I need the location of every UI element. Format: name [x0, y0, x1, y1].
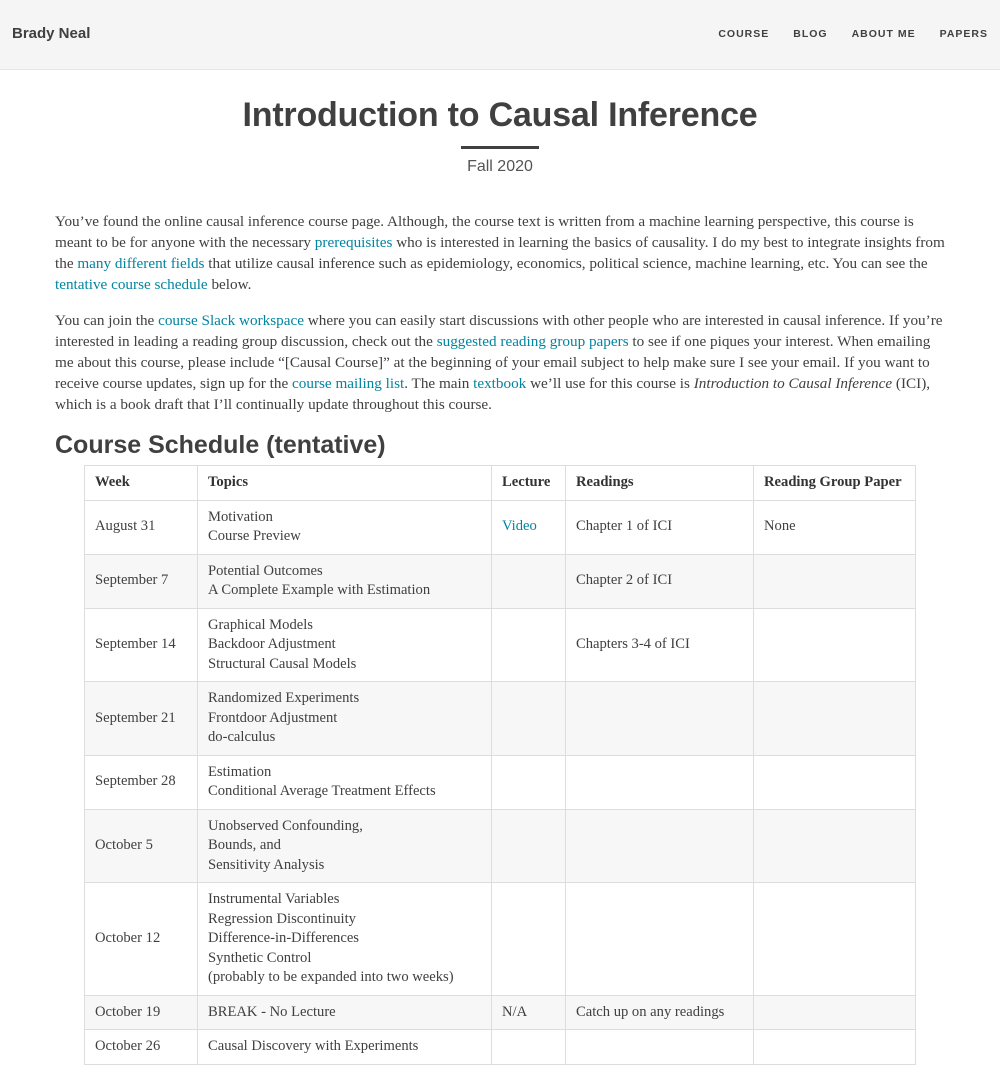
table-row: [85, 1030, 916, 1065]
topic-line: (probably to be expanded into two weeks): [208, 969, 454, 985]
text-span: You’ve found the online causal inference course page. Although, the course text is written from a machine learning perspective, this course is meant to be for anyone with the necessary: [55, 213, 914, 251]
topic-line: Bounds, and: [208, 837, 281, 853]
topic-line: Frontdoor Adjustment: [208, 709, 338, 726]
readings-cell: [566, 883, 754, 996]
topic-line: Difference-in-Differences: [208, 930, 359, 946]
lecture-cell: N/A: [492, 995, 566, 1030]
reading-group-paper-cell: [754, 755, 916, 809]
text-span: . The main: [404, 375, 474, 392]
week-cell: October 12: [85, 883, 198, 996]
main-content: [55, 211, 950, 460]
text-span: where you can easily start discussions with other people who are interested in causal inference. If you’re interested in leading a reading group discussion, check out the: [55, 312, 943, 350]
table-row: [85, 554, 916, 608]
week-cell: October 26: [85, 1030, 198, 1065]
week-cell: September 14: [85, 608, 198, 682]
lecture-cell: [492, 755, 566, 809]
topic-line: Randomized Experiments: [208, 690, 360, 706]
col-header-readings: Readings: [566, 466, 754, 501]
table-row: [85, 755, 916, 809]
lecture-cell: [492, 809, 566, 883]
col-header-topics: Topics: [198, 466, 492, 501]
readings-cell: [566, 809, 754, 883]
topics-cell: [198, 995, 492, 1030]
prerequisites-link[interactable]: prerequisites: [314, 234, 393, 251]
text-span: to see if one piques your interest. When emailing me about this course, please include “[Causal Course]” at the beginning of your email subject to help make sure I see your email. If you want to receive course updates, sign up for the: [55, 333, 931, 392]
topics-cell: [198, 809, 492, 883]
brand-link[interactable]: Brady Neal: [12, 25, 91, 42]
many-fields-link[interactable]: many different fields: [77, 255, 205, 272]
col-header-lecture: Lecture: [492, 466, 566, 501]
mailing-list-link[interactable]: course mailing list: [292, 375, 405, 392]
lecture-cell: [492, 1030, 566, 1065]
lecture-cell: [492, 883, 566, 996]
title-divider: [461, 146, 539, 149]
topic-line: do-calculus: [208, 729, 276, 745]
table-row: [85, 500, 916, 554]
week-cell: August 31: [85, 500, 198, 554]
table-row: [85, 682, 916, 756]
slack-workspace-link[interactable]: course Slack workspace: [158, 312, 304, 329]
readings-cell: [566, 1030, 754, 1065]
reading-group-paper-cell: None: [754, 500, 916, 554]
reading-group-paper-cell: [754, 1030, 916, 1065]
reading-group-paper-cell: [754, 995, 916, 1030]
lecture-cell: [492, 554, 566, 608]
nav-link-papers[interactable]: PAPERS: [939, 28, 988, 40]
text-span: who is interested in learning the basics of causality. I do my best to integrate insights from the: [55, 234, 945, 272]
reading-group-paper-cell: [754, 682, 916, 756]
intro-paragraph-1: [55, 211, 950, 295]
topic-line: Instrumental Variables: [208, 891, 340, 907]
table-header-row: [85, 466, 916, 501]
lecture-cell: [492, 500, 566, 554]
topic-line: Estimation: [208, 763, 272, 780]
readings-cell: [566, 755, 754, 809]
text-span: (ICI), which is a book draft that I’ll continually update throughout this course.: [55, 375, 931, 413]
col-header-week: Week: [85, 466, 198, 501]
reading-group-paper-cell: [754, 883, 916, 996]
nav-links: [694, 28, 988, 40]
schedule-heading: Course Schedule (tentative): [55, 431, 386, 459]
lecture-video-link[interactable]: Video: [502, 518, 537, 535]
topic-line: Conditional Average Treatment Effects: [208, 783, 436, 799]
topics-cell: [198, 500, 492, 554]
page-subtitle: Fall 2020: [467, 158, 533, 175]
topic-line: Unobserved Confounding,: [208, 817, 363, 834]
readings-cell: Chapters 3-4 of ICI: [566, 608, 754, 682]
nav-link-course[interactable]: COURSE: [718, 28, 770, 40]
topic-line: Sensitivity Analysis: [208, 856, 325, 873]
readings-cell: Catch up on any readings: [566, 995, 754, 1030]
table-row: [85, 883, 916, 996]
week-cell: September 28: [85, 755, 198, 809]
text-span: we’ll use for this course is: [526, 375, 694, 392]
table-row: [85, 995, 916, 1030]
table-body: [85, 500, 916, 1064]
topics-cell: [198, 554, 492, 608]
topics-cell: [198, 883, 492, 996]
topic-line: A Complete Example with Estimation: [208, 582, 431, 598]
week-cell: September 7: [85, 554, 198, 608]
table-row: [85, 809, 916, 883]
topic-line: Structural Causal Models: [208, 655, 357, 672]
topic-line: Motivation: [208, 508, 273, 525]
week-cell: October 5: [85, 809, 198, 883]
readings-cell: Chapter 1 of ICI: [566, 500, 754, 554]
reading-group-paper-cell: [754, 809, 916, 883]
readings-cell: [566, 682, 754, 756]
text-span: You can join the: [55, 312, 159, 329]
week-cell: September 21: [85, 682, 198, 756]
topic-line: BREAK - No Lecture: [208, 1003, 336, 1020]
page-title: Introduction to Causal Inference: [242, 96, 758, 134]
reading-group-papers-link[interactable]: suggested reading group papers: [436, 333, 629, 350]
nav-link-about-me[interactable]: ABOUT ME: [851, 28, 916, 40]
lecture-cell: [492, 608, 566, 682]
course-schedule-link[interactable]: tentative course schedule: [55, 276, 208, 293]
topic-line: Graphical Models: [208, 616, 313, 633]
nav-link-blog[interactable]: BLOG: [793, 28, 828, 40]
topics-cell: [198, 682, 492, 756]
topic-line: Backdoor Adjustment: [208, 636, 336, 652]
lecture-cell: [492, 682, 566, 756]
readings-cell: Chapter 2 of ICI: [566, 554, 754, 608]
table-row: [85, 608, 916, 682]
topics-cell: [198, 755, 492, 809]
text-span: below.: [207, 276, 252, 293]
topic-line: Potential Outcomes: [208, 562, 323, 579]
topic-line: Course Preview: [208, 528, 301, 544]
text-span: that utilize causal inference such as epidemiology, economics, political science, machine learning, etc. You can see the: [204, 255, 928, 272]
schedule-table: [84, 465, 916, 1065]
topic-line: Causal Discovery with Experiments: [208, 1038, 419, 1054]
page-header: [0, 96, 1000, 176]
book-title: Introduction to Causal Inference: [693, 375, 893, 392]
topics-cell: [198, 1030, 492, 1065]
textbook-link[interactable]: textbook: [473, 375, 527, 392]
intro-paragraph-2: [55, 310, 950, 415]
reading-group-paper-cell: [754, 554, 916, 608]
topic-line: Synthetic Control: [208, 949, 312, 966]
topics-cell: [198, 608, 492, 682]
top-navbar: [0, 0, 1000, 70]
week-cell: October 19: [85, 995, 198, 1030]
col-header-reading-group-paper: Reading Group Paper: [754, 466, 916, 501]
topic-line: Regression Discontinuity: [208, 910, 356, 927]
reading-group-paper-cell: [754, 608, 916, 682]
